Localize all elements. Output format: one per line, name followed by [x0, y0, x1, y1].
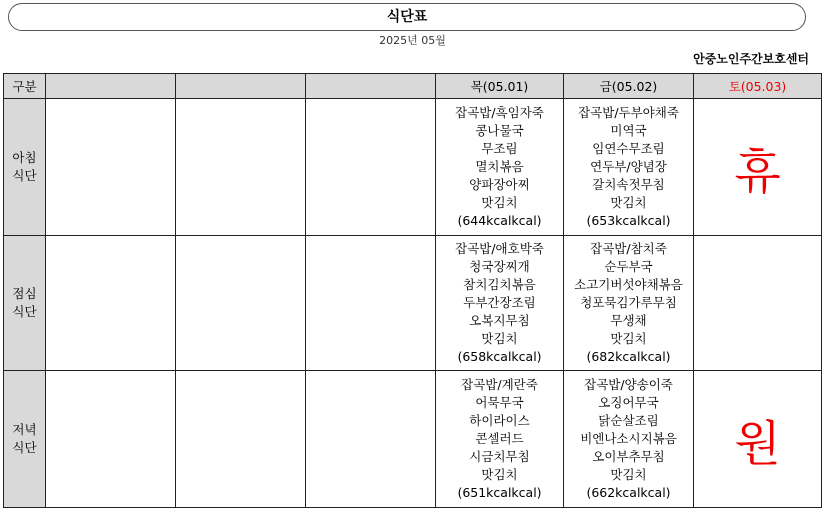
meal-row-dinner: [4, 371, 822, 508]
menu-item: 두부간장조림: [463, 295, 536, 310]
menu-item: (682kcalkcal): [586, 349, 671, 364]
menu-cell-sat: [694, 371, 822, 508]
menu-item: 잡곡밥/계란죽: [461, 377, 538, 392]
menu-item: 잡곡밥/양송이죽: [584, 377, 673, 392]
menu-cell-thu: [436, 236, 564, 371]
meal-label-text: 식단: [12, 304, 37, 319]
header-day-sat: 토(05.03): [694, 74, 822, 99]
menu-item: 맛김치: [610, 467, 647, 482]
holiday-mark: 원: [734, 415, 781, 472]
menu-item: 참치김치볶음: [463, 277, 536, 292]
menu-item: 맛김치: [610, 195, 647, 210]
menu-item: 콘셀러드: [475, 431, 524, 446]
empty-cell: [176, 236, 306, 371]
menu-item: 비엔나소시지볶음: [580, 431, 677, 446]
menu-item: 무생채: [610, 313, 647, 328]
menu-cell-sat: [694, 99, 822, 236]
menu-cell-fri: [564, 236, 694, 371]
menu-item: 맛김치: [610, 331, 647, 346]
empty-cell: [176, 371, 306, 508]
header-day: [176, 74, 306, 99]
menu-item: 임연수무조림: [592, 141, 665, 156]
empty-cell: [46, 236, 176, 371]
meal-label-text: 식단: [12, 440, 37, 455]
menu-item: 시금치무침: [469, 449, 530, 464]
holiday-mark: 휴: [734, 143, 781, 200]
menu-cell-sat: [694, 236, 822, 371]
center-name: 안중노인주간보호센터: [693, 52, 809, 66]
menu-item: 맛김치: [481, 467, 518, 482]
menu-item: 잡곡밥/참치죽: [590, 241, 667, 256]
menu-item: 하이라이스: [469, 413, 530, 428]
empty-cell: [306, 236, 436, 371]
header-row: [4, 74, 822, 99]
menu-item: (662kcalkcal): [586, 485, 671, 500]
meal-label-text: 점심: [12, 286, 37, 301]
meal-label-text: 아침: [12, 150, 37, 165]
month-label: 2025년 05월: [379, 34, 446, 47]
meal-label: [4, 236, 46, 371]
header-day-thu: 목(05.01): [436, 74, 564, 99]
meal-row-breakfast: [4, 99, 822, 236]
empty-cell: [306, 99, 436, 236]
menu-item: (653kcalkcal): [586, 213, 671, 228]
menu-cell-fri: [564, 99, 694, 236]
menu-item: 청국장찌개: [469, 259, 530, 274]
meal-row-lunch: [4, 236, 822, 371]
meal-label: [4, 99, 46, 236]
menu-item: 연두부/양념장: [590, 159, 667, 174]
header-day: [46, 74, 176, 99]
menu-item: 잡곡밥/흑임자죽: [455, 105, 544, 120]
menu-item: 오복지무침: [469, 313, 530, 328]
header-day: [306, 74, 436, 99]
menu-item: 갈치속젓무침: [592, 177, 665, 192]
menu-cell-fri: [564, 371, 694, 508]
menu-item: (644kcalkcal): [457, 213, 542, 228]
menu-item: (658kcalkcal): [457, 349, 542, 364]
menu-item: 오징어무국: [598, 395, 659, 410]
empty-cell: [306, 371, 436, 508]
menu-cell-thu: [436, 371, 564, 508]
menu-cell-thu: [436, 99, 564, 236]
menu-item: 소고기버섯야채볶음: [574, 277, 683, 292]
menu-item: 잡곡밥/두부야채죽: [578, 105, 679, 120]
empty-cell: [176, 99, 306, 236]
menu-item: 미역국: [610, 123, 647, 138]
menu-item: 콩나물국: [475, 123, 524, 138]
menu-item: 순두부국: [604, 259, 653, 274]
meal-table: [3, 73, 822, 508]
meal-label: [4, 371, 46, 508]
menu-item: 청포묵김가루무침: [580, 295, 677, 310]
menu-item: 맛김치: [481, 195, 518, 210]
menu-item: 양파장아찌: [469, 177, 530, 192]
empty-cell: [46, 371, 176, 508]
empty-cell: [46, 99, 176, 236]
menu-item: 오이부추무침: [592, 449, 665, 464]
menu-item: 잡곡밥/애호박죽: [455, 241, 544, 256]
page-title: 식단표: [8, 3, 806, 31]
menu-item: 어묵무국: [475, 395, 524, 410]
meal-label-text: 식단: [12, 168, 37, 183]
header-day-fri: 금(05.02): [564, 74, 694, 99]
menu-item: 멸치볶음: [475, 159, 524, 174]
menu-item: 닭순살조림: [598, 413, 659, 428]
menu-item: 무조림: [481, 141, 518, 156]
menu-item: (651kcalkcal): [457, 485, 542, 500]
header-category: 구분: [4, 74, 46, 99]
meal-label-text: 저녁: [12, 422, 37, 437]
menu-item: 맛김치: [481, 331, 518, 346]
